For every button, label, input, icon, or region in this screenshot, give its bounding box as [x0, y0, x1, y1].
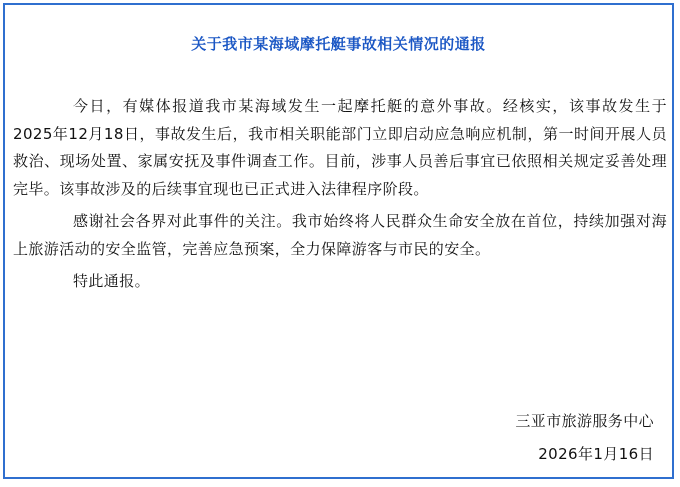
signature-block: [515, 405, 654, 471]
notice-title: 关于我市某海域摩托艇事故相关情况的通报: [191, 35, 486, 53]
paragraph-closing: 特此通报。: [73, 272, 151, 290]
issue-date: 2026年1月16日: [538, 445, 654, 463]
paragraph-thanks: 感谢社会各界对此事件的关注。我市始终将人民群众生命安全放在首位，持续加强对海上旅游活动的安全监管，完善应急预案，全力保障游客与市民的安全。: [13, 212, 667, 258]
notice-frame: [3, 3, 674, 479]
paragraph-incident: 今日，有媒体报道我市某海域发生一起摩托艇的意外事故。经核实，该事故发生于2025年12月18日，事故发生后，我市相关职能部门立即启动应急响应机制，第一时间开展人员救治、现场处置、家属安抚及事件调查工作。目前，涉事人员善后事宜已依照相关规定妥善处理完毕。该事故涉及的后续事宜现也已正式进入法律程序阶段。: [13, 97, 667, 198]
issuer-name: 三亚市旅游服务中心: [515, 412, 654, 430]
notice-body: [13, 93, 667, 296]
